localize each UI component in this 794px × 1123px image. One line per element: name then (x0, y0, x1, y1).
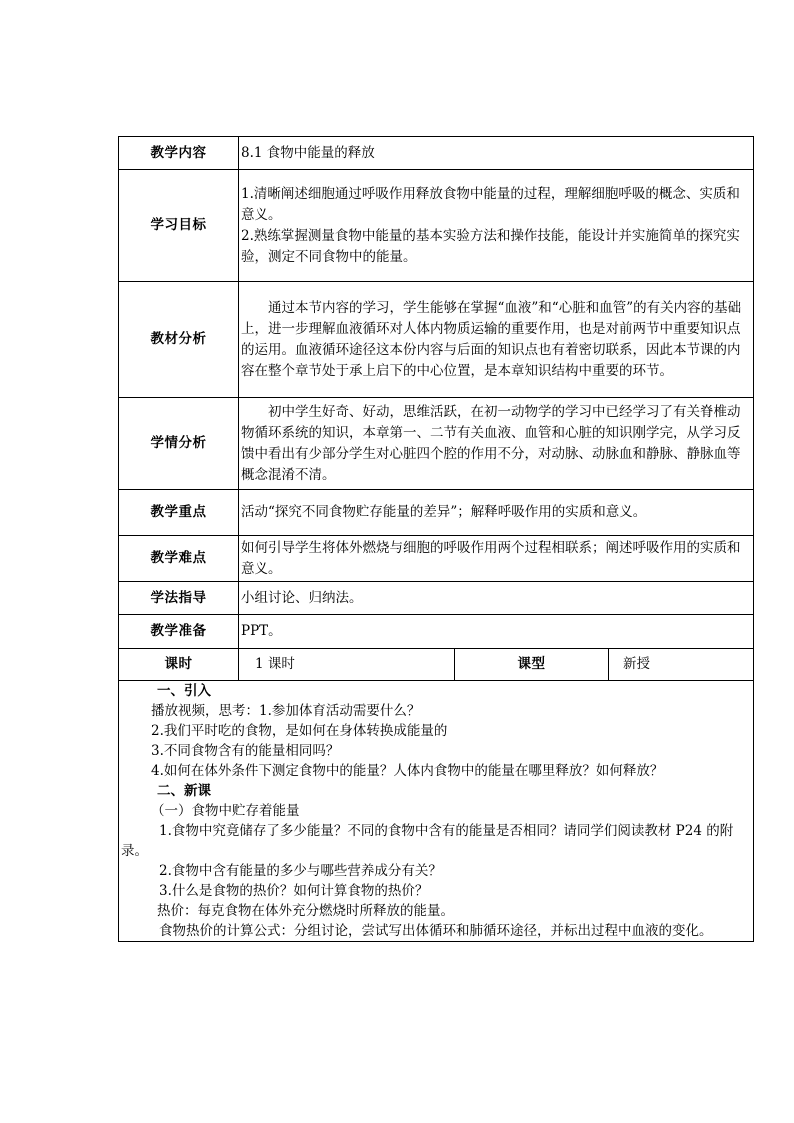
goal-item-1: 1.清晰阐述细胞通过呼吸作用释放食物中能量的过程，理解细胞呼吸的概念、实质和意义。 (241, 185, 740, 223)
key-points-label: 教学重点 (119, 490, 239, 536)
subsection-title: （一）食物中贮存着能量 (151, 803, 300, 819)
row-difficulties (119, 536, 754, 582)
row-students (119, 398, 754, 490)
goal-item-2: 2.熟练掌握测量食物中能量的基本实验方法和操作技能，能设计并实施简单的探究实验，测定不同食物中的能量。 (241, 227, 740, 265)
method-text: 小组讨论、归纳法。 (239, 582, 754, 615)
students-cell (239, 398, 754, 490)
hours-label: 课时 (119, 649, 239, 681)
intro-line-3: 3.不同食物含有的能量相同吗？ (151, 743, 340, 759)
type-label: 课型 (455, 649, 609, 681)
hours-value: 1 课时 (239, 649, 455, 681)
row-material (119, 282, 754, 398)
row-content (119, 137, 754, 170)
question-2: 2.食物中含有能量的多少与哪些营养成分有关？ (159, 863, 442, 879)
material-label: 教材分析 (119, 282, 239, 398)
heat-value-definition: 热价：每克食物在体外充分燃烧时所释放的能量。 (157, 903, 454, 919)
row-goals (119, 170, 754, 282)
content-label: 教学内容 (119, 137, 239, 170)
type-value: 新授 (609, 649, 754, 681)
section-new-title: 二、新课 (157, 783, 211, 799)
intro-line-2: 2.我们平时吃的食物，是如何在身体转换成能量的 (151, 723, 448, 739)
difficulties-label: 教学难点 (119, 536, 239, 582)
students-label: 学情分析 (119, 398, 239, 490)
material-text: 通过本节内容的学习，学生能够在掌握“血液”和“心脏和血管”的有关内容的基础上，进一步理解血液循环对人体内物质运输的重要作用，也是对前两节中重要知识点的运用。血液循环途径这本份内容与后面的知识点也有着密切联系，因此本节课的内容在整个章节处于承上启下的中心位置，是本章知识结构中重要的环节。 (241, 299, 742, 379)
key-points-text: 活动“探究不同食物贮存能量的差异”；解释呼吸作用的实质和意义。 (239, 490, 754, 536)
prep-label: 教学准备 (119, 615, 239, 649)
question-3: 3.什么是食物的热价？如何计算食物的热价？ (159, 883, 429, 899)
prep-text: PPT。 (239, 615, 754, 649)
row-method (119, 582, 754, 615)
goals-cell (239, 170, 754, 282)
row-process (119, 681, 754, 942)
method-label: 学法指导 (119, 582, 239, 615)
lesson-plan-sheet (118, 136, 753, 942)
material-cell (239, 282, 754, 398)
question-1: 1.食物中究竟储存了多少能量？不同的食物中含有的能量是否相同？请同学们阅读教材 P24 的附录。 (121, 823, 734, 859)
content-value: 8.1 食物中能量的释放 (239, 137, 754, 170)
students-text: 初中学生好奇、好动，思维活跃，在初一动物学的学习中已经学习了有关脊椎动物循环系统的知识，本章第一、二节有关血液、血管和心脏的知识刚学完，从学习反馈中看出有少部分学生对心脏四个腔的作用不分，对动脉、动脉血和静脉、静脉血等概念混淆不清。 (241, 403, 741, 483)
intro-line-4: 4.如何在体外条件下测定食物中的能量？人体内食物中的能量在哪里释放？如何释放？ (151, 763, 664, 779)
goals-label: 学习目标 (119, 170, 239, 282)
row-prep (119, 615, 754, 649)
row-schedule (119, 649, 754, 681)
difficulties-text: 如何引导学生将体外燃烧与细胞的呼吸作用两个过程相联系；阐述呼吸作用的实质和意义。 (239, 536, 754, 582)
heat-value-formula: 食物热价的计算公式：分组讨论，尝试写出体循环和肺循环途径，并标出过程中血液的变化。 (159, 923, 713, 939)
section-intro-title: 一、引入 (157, 683, 211, 699)
process-cell (119, 681, 754, 942)
row-key-points (119, 490, 754, 536)
intro-line-1: 播放视频，思考：1.参加体育活动需要什么？ (151, 703, 421, 719)
lesson-plan-table (118, 136, 754, 942)
